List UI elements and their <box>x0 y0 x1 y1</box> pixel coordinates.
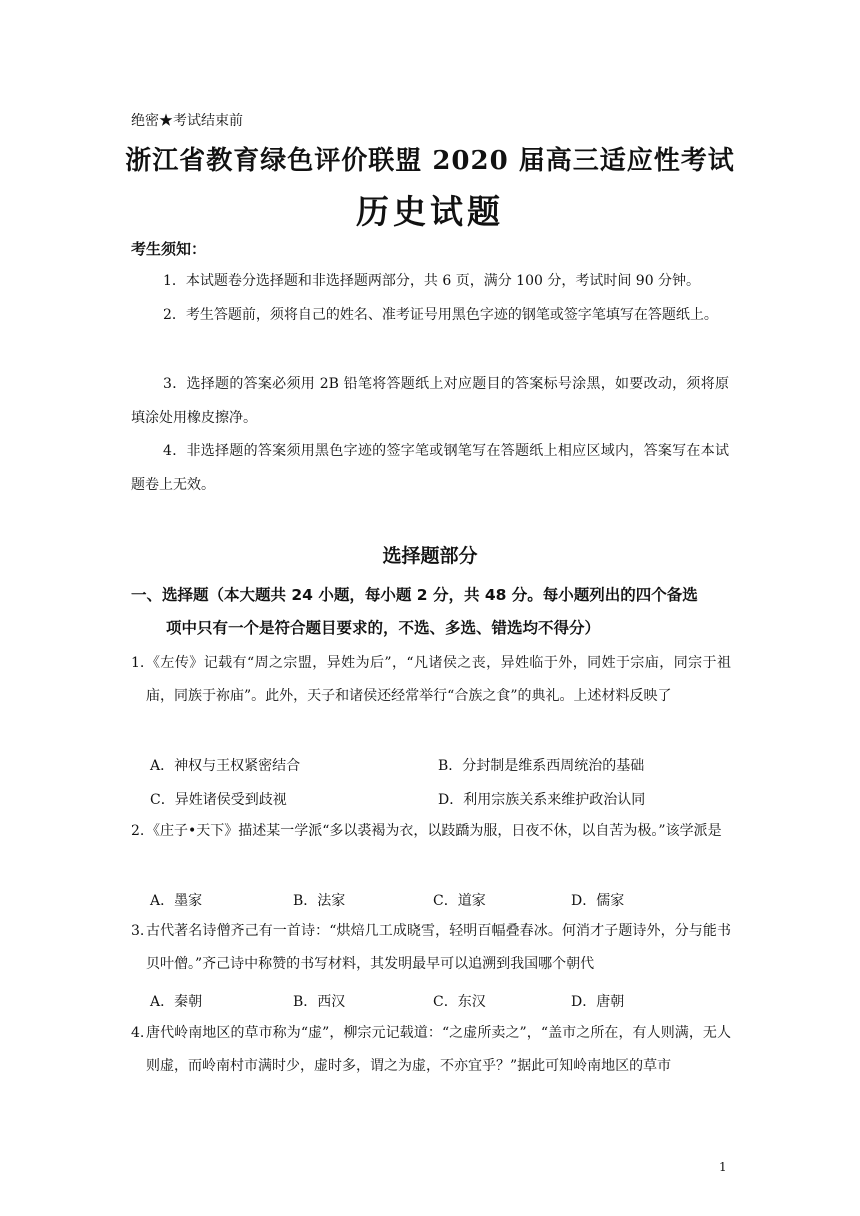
question-2-option-c: C．道家 <box>433 893 486 909</box>
question-text: 唐代岭南地区的草市称为“虚”，柳宗元记载道：“之虚所卖之”，“盖市之所在，有人则满，无人则虚，而岭南村市满时少，虚时多，谓之为虚，不亦宜乎？”据此可知岭南地区的草市 <box>146 1025 731 1074</box>
question-1-option-a: A．神权与王权紧密结合 <box>150 758 301 774</box>
question-3-option-b: B．西汉 <box>293 994 346 1010</box>
question-number: 3. <box>131 923 145 939</box>
question-2 <box>131 815 731 848</box>
notice-item-3: 3．选择题的答案必须用 2B 铅笔将答题纸上对应题目的答案标号涂黑，如要改动，须将原填涂处用橡皮擦净。 <box>131 376 729 426</box>
question-3-option-a: A．秦朝 <box>150 994 203 1010</box>
question-1-option-c: C．异姓诸侯受到歧视 <box>150 792 287 808</box>
section-instruction <box>131 579 741 645</box>
question-1-option-b: B．分封制是维系西周统治的基础 <box>438 758 645 774</box>
question-text: 《左传》记载有“周之宗盟，异姓为后”，“凡诸侯之丧，异姓临于外，同姓于宗庙，同宗于祖庙，同族于祢庙”。此外，天子和诸侯还经常举行“合族之食”的典礼。上述材料反映了 <box>146 655 731 704</box>
section-title: 选择题部分 <box>382 545 478 567</box>
question-4 <box>131 1017 731 1083</box>
question-3-option-c: C．东汉 <box>433 994 486 1010</box>
question-number: 4. <box>131 1025 145 1041</box>
confidential-label: 绝密★考试结束前 <box>131 113 243 129</box>
section-instruction-line-2: 项中只有一个是符合题目要求的，不选、多选、错选均不得分） <box>166 619 601 637</box>
question-1-option-d: D．利用宗族关系来维护政治认同 <box>438 792 646 808</box>
question-text: 古代著名诗僧齐己有一首诗：“烘焙几工成晓雪，轻明百幅叠春冰。何消才子题诗外，分与能书贝叶僧。”齐己诗中称赞的书写材料，其发明最早可以追溯到我国哪个朝代 <box>146 923 731 972</box>
notice-item-1: 1．本试题卷分选择题和非选择题两部分，共 6 页，满分 100 分，考试时间 90 分钟。 <box>163 273 701 289</box>
exam-title: 浙江省教育绿色评价联盟 2020 届高三适应性考试 <box>125 146 735 176</box>
notice-heading: 考生须知： <box>131 240 207 258</box>
question-1 <box>131 647 731 713</box>
notice-item-2: 2．考生答题前，须将自己的姓名、准考证号用黑色字迹的钢笔或签字笔填写在答题纸上。 <box>163 307 718 323</box>
subject-title: 历史试题 <box>356 192 504 231</box>
question-number: 1. <box>131 655 145 671</box>
question-2-option-b: B．法家 <box>293 893 346 909</box>
page-number: 1 <box>719 1160 727 1174</box>
section-instruction-line-1: 一、选择题（本大题共 24 小题，每小题 2 分，共 48 分。每小题列出的四个备选 <box>131 586 698 604</box>
question-number: 2. <box>131 823 145 839</box>
question-2-option-d: D．儒家 <box>571 893 625 909</box>
question-3 <box>131 915 731 981</box>
question-3-option-d: D．唐朝 <box>571 994 625 1010</box>
question-2-option-a: A．墨家 <box>150 893 203 909</box>
notice-item-4: 4．非选择题的答案须用黑色字迹的签字笔或钢笔写在答题纸上相应区域内，答案写在本试题卷上无效。 <box>131 443 729 493</box>
question-text: 《庄子•天下》描述某一学派“多以裘褐为衣，以跂蹻为服，日夜不休，以自苦为极。”该学派是 <box>146 823 722 839</box>
